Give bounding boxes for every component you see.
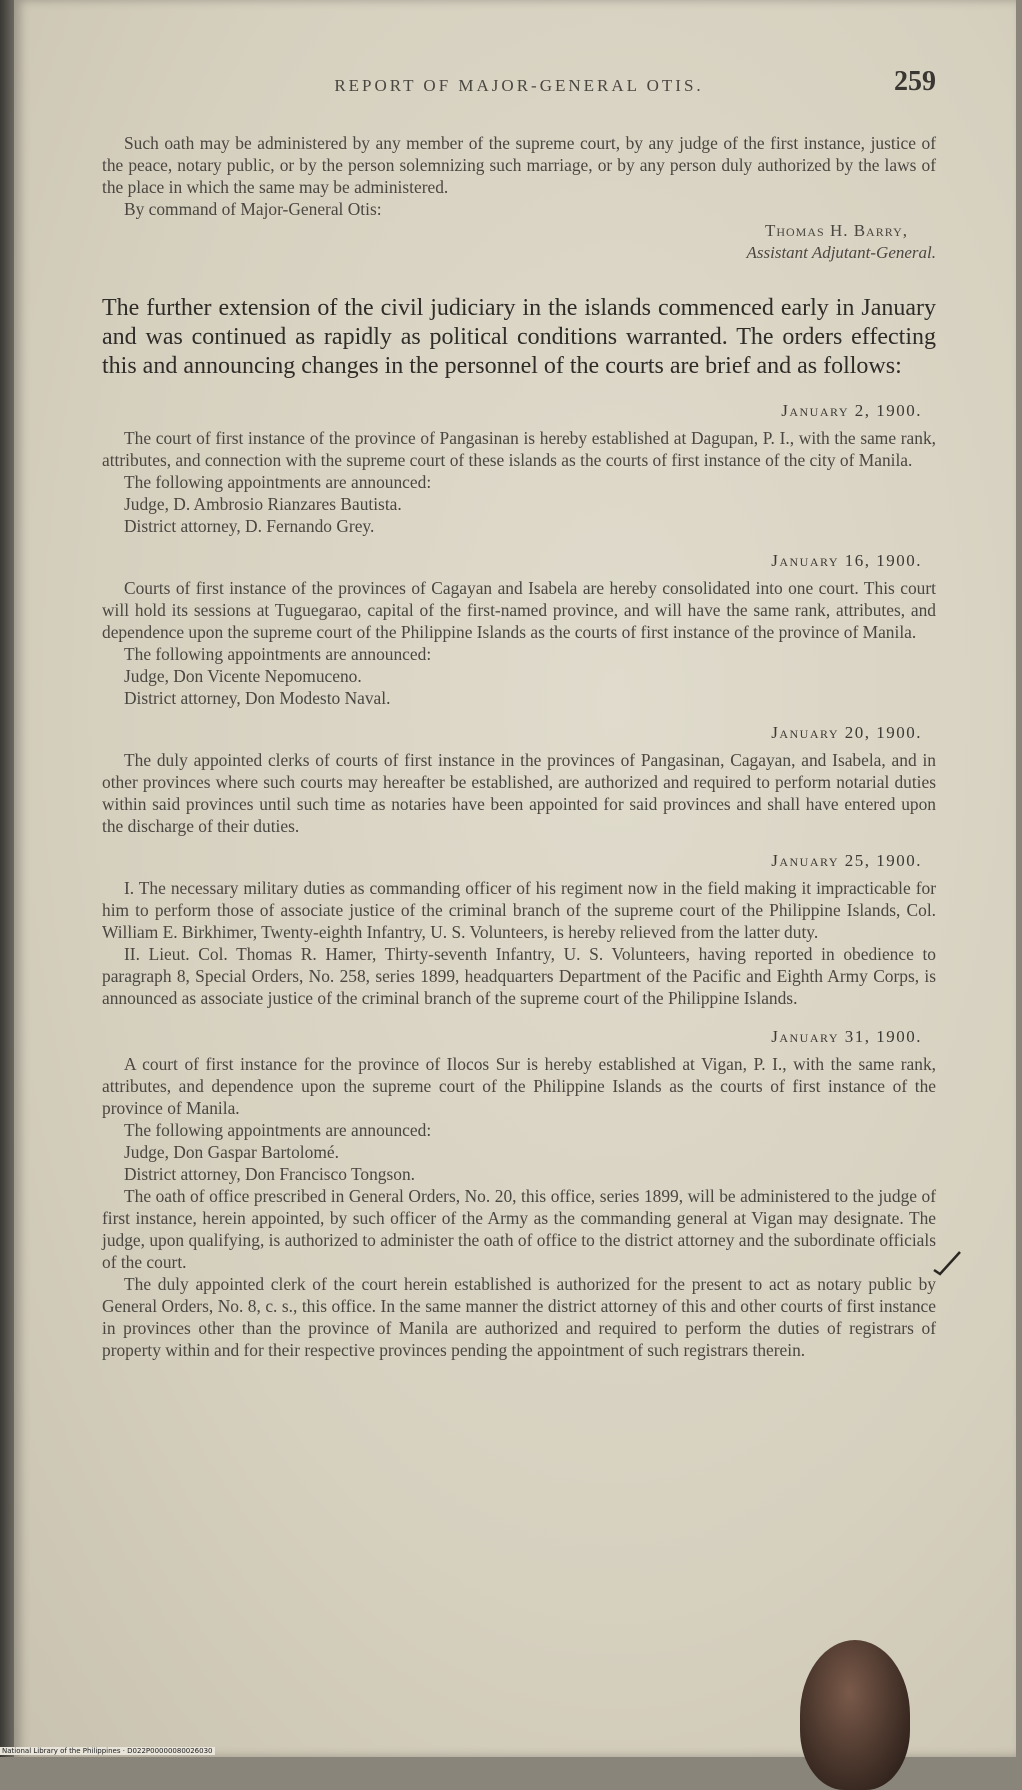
order-paragraph: Judge, Don Gaspar Bartolomé. [124,1142,339,1162]
order-paragraph: The following appointments are announced: [124,644,432,664]
order-section [102,1027,936,1361]
order-paragraph: The following appointments are announced: [124,1120,432,1140]
order-paragraph: The following appointments are announced: [124,472,432,492]
order-section [102,551,936,709]
thumb-shadow [800,1640,910,1790]
order-paragraph: The duly appointed clerks of courts of first instance in the provinces of Pangasinan, Cagayan, and Isabela, and in other provinces where such courts may hereafter be established, are authorized and required to perform notarial duties within said provinces until such time as notaries have been appointed for said provinces and shall have entered upon the discharge of their duties. [102,750,936,836]
order-paragraph: II. Lieut. Col. Thomas R. Hamer, Thirty-seventh Infantry, U. S. Volunteers, having reported in obedience to paragraph 8, Special Orders, No. 258, series 1899, headquarters Department of the Pacific and Eighth Army Corps, is announced as associate justice of the criminal branch of the supreme court of the Philippine Islands. [102,944,936,1008]
order-paragraph: Courts of first instance of the provinces of Cagayan and Isabela are hereby consolidated into one court. This court will hold its sessions at Tuguegarao, capital of the first-named province, and will have the same rank, attributes, and dependence upon the supreme court of the Philippine Islands as the courts of first instance of the province of Manila. [102,578,936,642]
order-section [102,401,936,537]
signer-title: Assistant Adjutant-General. [746,243,936,262]
order-paragraph: A court of first instance for the province of Ilocos Sur is hereby established at Vigan, P. I., with the same rank, attributes, and dependence upon the supreme court of the Philippine Islands as the courts of first instance of the province of Manila. [102,1054,936,1118]
signer-name: Thomas H. Barry, [764,221,908,240]
order-date: January 16, 1900. [771,551,922,570]
running-head: REPORT OF MAJOR-GENERAL OTIS. [334,76,704,95]
command-line: By command of Major-General Otis: [124,199,382,219]
order-paragraph: District attorney, Don Modesto Naval. [124,688,391,708]
order-section [102,723,936,837]
order-paragraph: The duly appointed clerk of the court herein established is authorized for the present to act as notary public by General Orders, No. 8, c. s., this office. In the same manner the district attorney of this and other courts of first instance in provinces other than the province of Manila are authorized and required to perform the duties of registrars of property within and for their respective provinces pending the appointment of such registrars therein. [102,1274,936,1360]
page-number: 259 [894,66,936,97]
order-paragraph: District attorney, D. Fernando Grey. [124,516,375,536]
order-date: January 20, 1900. [771,723,922,742]
opening-paragraph: Such oath may be administered by any member of the supreme court, by any judge of the first instance, justice of the peace, notary public, or by the person solemnizing such marriage, or by any person duly authorized by the laws of the place in which the same may be administered. [102,133,936,197]
book-spine-shadow [0,0,14,1757]
order-paragraph: I. The necessary military duties as commanding officer of his regiment now in the field making it impracticable for him to perform those of associate justice of the criminal branch of the supreme court of the Philippine Islands, Col. William E. Birkhimer, Twenty-eighth Infantry, U. S. Volunteers, is hereby relieved from the latter duty. [102,878,936,942]
order-paragraph: Judge, D. Ambrosio Rianzares Bautista. [124,494,402,514]
order-paragraph: The court of first instance of the province of Pangasinan is hereby established at Dagupan, P. I., with the same rank, attributes, and connection with the supreme court of these islands as the courts of first instance of the city of Manila. [102,428,936,470]
order-paragraph: District attorney, Don Francisco Tongson. [124,1164,415,1184]
scanned-page [14,0,1016,1757]
order-section [102,851,936,1009]
order-date: January 31, 1900. [771,1027,922,1046]
intro-paragraph: The further extension of the civil judiciary in the islands commenced early in January and was continued as rapidly as political conditions warranted. The orders effecting this and announcing changes in the personnel of the courts are brief and as follows: [102,295,936,379]
order-paragraph: The oath of office prescribed in General Orders, No. 20, this office, series 1899, will be administered to the judge of first instance, herein appointed, by such officer of the Army as the commanding general at Vigan may designate. The judge, upon qualifying, is authorized to administer the oath of office to the district attorney and the subordinate officials of the court. [102,1186,936,1272]
page-content [102,62,936,1361]
page-header [102,62,936,102]
pencil-checkmark-icon [932,1248,962,1278]
order-date: January 2, 1900. [781,401,922,420]
signature-block [102,220,936,264]
order-date: January 25, 1900. [771,851,922,870]
scan-footer-ticker: National Library of the Philippines · D022P00000080026030 [2,1747,213,1755]
order-paragraph: Judge, Don Vicente Nepomuceno. [124,666,362,686]
